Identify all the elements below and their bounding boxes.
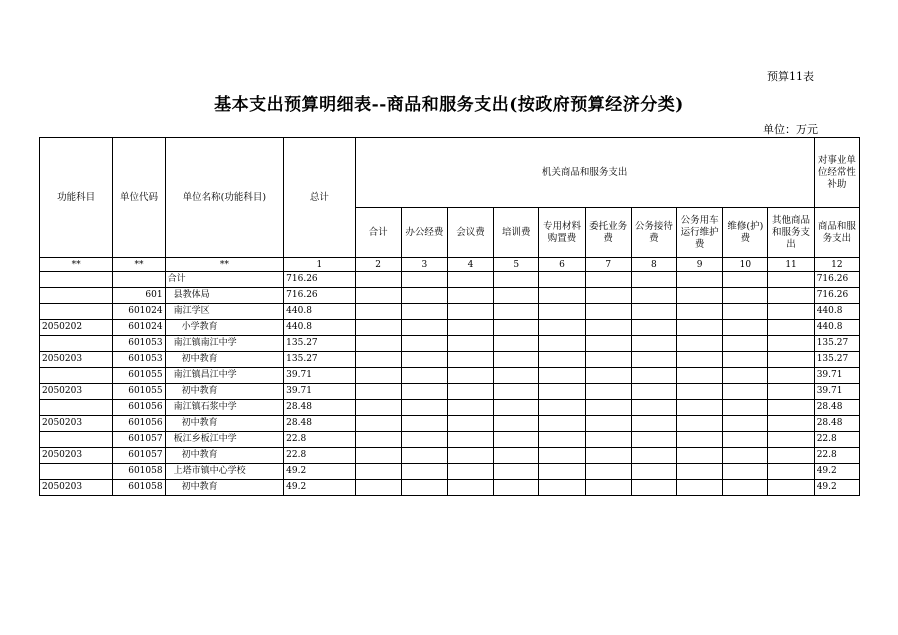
cell-empty <box>677 336 723 352</box>
cell-name: 县教体局 <box>165 288 284 304</box>
cell-empty <box>355 320 401 336</box>
cell-subsidy: 28.48 <box>814 416 859 432</box>
cell-subsidy: 39.71 <box>814 384 859 400</box>
cell-empty <box>447 368 493 384</box>
cell-empty <box>401 352 447 368</box>
table-row <box>40 384 860 400</box>
cell-empty <box>539 352 585 368</box>
cell-empty <box>723 384 768 400</box>
cell-empty <box>585 464 631 480</box>
cell-code: 601058 <box>113 464 165 480</box>
cell-empty <box>723 352 768 368</box>
header-sub: 合计 <box>355 208 401 258</box>
table-row <box>40 336 860 352</box>
cell-func <box>40 464 113 480</box>
cell-subsidy: 22.8 <box>814 432 859 448</box>
cell-func: 2050202 <box>40 320 113 336</box>
cell-empty <box>355 400 401 416</box>
cell-total: 28.48 <box>284 416 355 432</box>
header-sub: 公务用车运行维护费 <box>677 208 723 258</box>
cell-code: 601055 <box>113 384 165 400</box>
header-total: 总计 <box>284 138 355 258</box>
header-code: 单位代码 <box>113 138 165 258</box>
cell-total: 440.8 <box>284 304 355 320</box>
cell-empty <box>355 384 401 400</box>
cell-total: 22.8 <box>284 448 355 464</box>
cell-empty <box>585 304 631 320</box>
cell-subsidy: 135.27 <box>814 336 859 352</box>
cell-empty <box>447 480 493 496</box>
cell-empty <box>494 416 539 432</box>
budget-table <box>39 137 860 496</box>
col-number: 9 <box>677 258 723 272</box>
col-number: 7 <box>585 258 631 272</box>
header-sub: 会议费 <box>447 208 493 258</box>
cell-empty <box>768 352 814 368</box>
cell-empty <box>401 416 447 432</box>
table-row <box>40 304 860 320</box>
cell-empty <box>585 320 631 336</box>
cell-empty <box>447 336 493 352</box>
cell-empty <box>447 464 493 480</box>
star-cell: ** <box>165 258 284 272</box>
cell-empty <box>631 336 676 352</box>
cell-empty <box>401 432 447 448</box>
cell-name: 南江镇南江中学 <box>165 336 284 352</box>
cell-empty <box>539 480 585 496</box>
cell-empty <box>723 272 768 288</box>
cell-empty <box>447 400 493 416</box>
cell-empty <box>768 480 814 496</box>
star-cell: ** <box>40 258 113 272</box>
cell-empty <box>494 400 539 416</box>
cell-empty <box>355 416 401 432</box>
cell-empty <box>723 368 768 384</box>
cell-empty <box>723 336 768 352</box>
cell-empty <box>494 320 539 336</box>
cell-total: 39.71 <box>284 384 355 400</box>
cell-empty <box>585 272 631 288</box>
cell-subsidy: 135.27 <box>814 352 859 368</box>
cell-name: 初中教育 <box>165 448 284 464</box>
cell-empty <box>447 384 493 400</box>
cell-code: 601057 <box>113 432 165 448</box>
cell-empty <box>494 384 539 400</box>
cell-empty <box>494 336 539 352</box>
cell-func <box>40 272 113 288</box>
cell-empty <box>631 480 676 496</box>
cell-empty <box>539 448 585 464</box>
cell-func <box>40 336 113 352</box>
cell-empty <box>723 432 768 448</box>
cell-empty <box>494 352 539 368</box>
cell-name: 初中教育 <box>165 352 284 368</box>
cell-empty <box>447 304 493 320</box>
cell-empty <box>539 384 585 400</box>
page-title: 基本支出预算明细表--商品和服务支出(按政府预算经济分类) <box>214 95 684 115</box>
cell-empty <box>539 304 585 320</box>
cell-empty <box>768 464 814 480</box>
col-number: 8 <box>631 258 676 272</box>
cell-empty <box>631 384 676 400</box>
col-number: 12 <box>814 258 859 272</box>
cell-subsidy: 49.2 <box>814 480 859 496</box>
cell-total: 22.8 <box>284 432 355 448</box>
cell-func <box>40 304 113 320</box>
cell-empty <box>677 480 723 496</box>
header-sub: 其他商品和服务支出 <box>768 208 814 258</box>
cell-empty <box>355 448 401 464</box>
cell-empty <box>631 288 676 304</box>
col-number: 2 <box>355 258 401 272</box>
table-row <box>40 464 860 480</box>
cell-subsidy: 716.26 <box>814 288 859 304</box>
cell-subsidy: 49.2 <box>814 464 859 480</box>
cell-total: 440.8 <box>284 320 355 336</box>
cell-name: 南江学区 <box>165 304 284 320</box>
cell-empty <box>677 368 723 384</box>
cell-empty <box>494 368 539 384</box>
cell-empty <box>355 288 401 304</box>
cell-empty <box>631 272 676 288</box>
table-row <box>40 288 860 304</box>
cell-subsidy: 28.48 <box>814 400 859 416</box>
col-number: 5 <box>494 258 539 272</box>
cell-name: 板江乡板江中学 <box>165 432 284 448</box>
cell-empty <box>494 448 539 464</box>
col-number: 1 <box>284 258 355 272</box>
cell-code: 601057 <box>113 448 165 464</box>
cell-empty <box>355 432 401 448</box>
cell-empty <box>585 448 631 464</box>
cell-empty <box>401 304 447 320</box>
cell-empty <box>677 320 723 336</box>
cell-empty <box>447 416 493 432</box>
cell-func: 2050203 <box>40 480 113 496</box>
cell-empty <box>768 432 814 448</box>
cell-empty <box>539 432 585 448</box>
cell-empty <box>768 400 814 416</box>
table-body <box>40 272 860 496</box>
col-number: 4 <box>447 258 493 272</box>
cell-func: 2050203 <box>40 384 113 400</box>
cell-empty <box>539 368 585 384</box>
cell-empty <box>585 288 631 304</box>
cell-total: 49.2 <box>284 480 355 496</box>
cell-empty <box>355 304 401 320</box>
cell-empty <box>494 432 539 448</box>
cell-empty <box>539 336 585 352</box>
cell-empty <box>401 336 447 352</box>
cell-empty <box>447 352 493 368</box>
cell-empty <box>494 304 539 320</box>
cell-name: 南江镇昌江中学 <box>165 368 284 384</box>
cell-empty <box>355 352 401 368</box>
cell-subsidy: 440.8 <box>814 304 859 320</box>
cell-empty <box>723 400 768 416</box>
cell-empty <box>585 416 631 432</box>
cell-code: 601056 <box>113 400 165 416</box>
cell-empty <box>539 416 585 432</box>
cell-empty <box>677 272 723 288</box>
cell-func <box>40 432 113 448</box>
cell-code: 601 <box>113 288 165 304</box>
cell-empty <box>585 384 631 400</box>
cell-empty <box>494 272 539 288</box>
header-sub: 培训费 <box>494 208 539 258</box>
cell-empty <box>401 400 447 416</box>
cell-subsidy: 716.26 <box>814 272 859 288</box>
cell-subsidy: 440.8 <box>814 320 859 336</box>
cell-empty <box>631 320 676 336</box>
cell-name: 合计 <box>165 272 284 288</box>
cell-subsidy: 39.71 <box>814 368 859 384</box>
cell-empty <box>723 464 768 480</box>
cell-empty <box>494 480 539 496</box>
cell-empty <box>631 464 676 480</box>
header-group: 机关商品和服务支出 <box>355 138 814 208</box>
cell-empty <box>723 448 768 464</box>
cell-empty <box>401 448 447 464</box>
table-row <box>40 400 860 416</box>
header-sub: 维修(护)费 <box>723 208 768 258</box>
cell-empty <box>631 304 676 320</box>
cell-empty <box>723 320 768 336</box>
unit-label: 单位：万元 <box>763 123 818 136</box>
cell-func: 2050203 <box>40 448 113 464</box>
cell-empty <box>447 432 493 448</box>
cell-code: 601056 <box>113 416 165 432</box>
cell-func: 2050203 <box>40 352 113 368</box>
cell-empty <box>723 480 768 496</box>
cell-empty <box>677 304 723 320</box>
cell-total: 716.26 <box>284 272 355 288</box>
cell-empty <box>723 416 768 432</box>
cell-empty <box>355 368 401 384</box>
col-number: 10 <box>723 258 768 272</box>
cell-empty <box>355 480 401 496</box>
cell-empty <box>401 384 447 400</box>
cell-total: 716.26 <box>284 288 355 304</box>
cell-empty <box>494 288 539 304</box>
cell-empty <box>677 416 723 432</box>
cell-empty <box>631 352 676 368</box>
star-cell: ** <box>113 258 165 272</box>
cell-empty <box>447 448 493 464</box>
cell-empty <box>401 288 447 304</box>
cell-empty <box>401 480 447 496</box>
cell-empty <box>355 336 401 352</box>
cell-empty <box>768 320 814 336</box>
table-row <box>40 320 860 336</box>
cell-empty <box>539 320 585 336</box>
cell-empty <box>631 416 676 432</box>
table-row <box>40 480 860 496</box>
table-number: 预算11表 <box>767 70 814 83</box>
cell-empty <box>631 368 676 384</box>
cell-func <box>40 368 113 384</box>
cell-code: 601055 <box>113 368 165 384</box>
cell-empty <box>585 400 631 416</box>
cell-func <box>40 288 113 304</box>
cell-code: 601053 <box>113 336 165 352</box>
cell-empty <box>447 288 493 304</box>
header-sub: 办公经费 <box>401 208 447 258</box>
cell-code <box>113 272 165 288</box>
cell-empty <box>677 352 723 368</box>
cell-func: 2050203 <box>40 416 113 432</box>
cell-total: 135.27 <box>284 336 355 352</box>
col-number: 11 <box>768 258 814 272</box>
header-name: 单位名称(功能科目) <box>165 138 284 258</box>
header-func: 功能科目 <box>40 138 113 258</box>
cell-name: 初中教育 <box>165 480 284 496</box>
cell-code: 601053 <box>113 352 165 368</box>
cell-empty <box>401 272 447 288</box>
table-row <box>40 272 860 288</box>
cell-name: 小学教育 <box>165 320 284 336</box>
cell-empty <box>585 368 631 384</box>
cell-empty <box>585 432 631 448</box>
cell-code: 601024 <box>113 304 165 320</box>
cell-empty <box>677 432 723 448</box>
cell-empty <box>539 400 585 416</box>
header-sub: 委托业务费 <box>585 208 631 258</box>
cell-total: 135.27 <box>284 352 355 368</box>
cell-code: 601058 <box>113 480 165 496</box>
header-subsidy: 对事业单位经常性补助 <box>814 138 859 208</box>
cell-empty <box>494 464 539 480</box>
cell-total: 39.71 <box>284 368 355 384</box>
cell-code: 601024 <box>113 320 165 336</box>
cell-empty <box>723 304 768 320</box>
cell-empty <box>539 288 585 304</box>
cell-name: 初中教育 <box>165 384 284 400</box>
cell-subsidy: 22.8 <box>814 448 859 464</box>
table-row <box>40 368 860 384</box>
cell-empty <box>631 432 676 448</box>
cell-empty <box>768 368 814 384</box>
cell-empty <box>723 288 768 304</box>
cell-empty <box>768 448 814 464</box>
cell-empty <box>677 384 723 400</box>
cell-name: 南江镇石浆中学 <box>165 400 284 416</box>
cell-empty <box>768 272 814 288</box>
table-row <box>40 416 860 432</box>
cell-empty <box>677 288 723 304</box>
col-number: 6 <box>539 258 585 272</box>
cell-empty <box>677 464 723 480</box>
cell-empty <box>447 320 493 336</box>
cell-empty <box>585 336 631 352</box>
header-sub: 商品和服务支出 <box>814 208 859 258</box>
header-sub: 专用材料购置费 <box>539 208 585 258</box>
cell-total: 49.2 <box>284 464 355 480</box>
cell-empty <box>768 304 814 320</box>
cell-total: 28.48 <box>284 400 355 416</box>
cell-empty <box>447 272 493 288</box>
cell-empty <box>768 384 814 400</box>
col-number: 3 <box>401 258 447 272</box>
table-row <box>40 352 860 368</box>
cell-empty <box>585 352 631 368</box>
cell-empty <box>585 480 631 496</box>
table-row <box>40 432 860 448</box>
cell-empty <box>677 448 723 464</box>
cell-empty <box>355 272 401 288</box>
cell-empty <box>768 336 814 352</box>
cell-empty <box>768 288 814 304</box>
cell-empty <box>539 464 585 480</box>
cell-empty <box>631 448 676 464</box>
cell-empty <box>631 400 676 416</box>
cell-empty <box>677 400 723 416</box>
cell-name: 初中教育 <box>165 416 284 432</box>
cell-empty <box>401 320 447 336</box>
cell-empty <box>401 368 447 384</box>
cell-empty <box>768 416 814 432</box>
cell-empty <box>539 272 585 288</box>
table-row <box>40 448 860 464</box>
header-sub: 公务接待费 <box>631 208 676 258</box>
cell-func <box>40 400 113 416</box>
cell-name: 上塔市镇中心学校 <box>165 464 284 480</box>
cell-empty <box>401 464 447 480</box>
cell-empty <box>355 464 401 480</box>
